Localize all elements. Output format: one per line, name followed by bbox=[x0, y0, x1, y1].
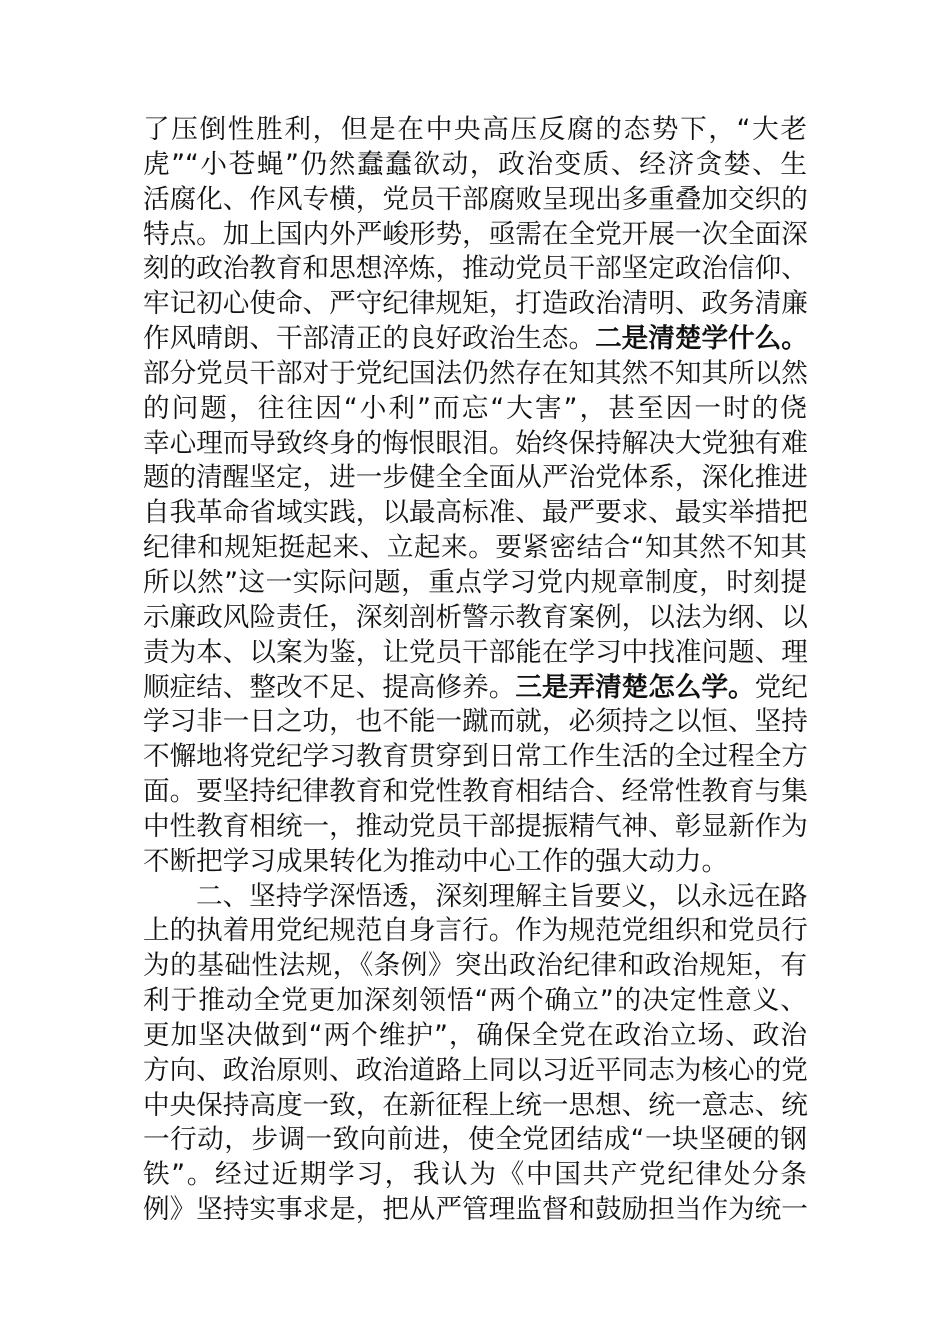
text-segment: 刻的政治教育和思想淬炼，推动党员干部坚定政治信仰、 bbox=[143, 253, 808, 285]
text-line bbox=[143, 252, 807, 287]
text-line bbox=[143, 845, 807, 880]
text-segment: 更加坚决做到“两个维护”，确保全党在政治立场、政治 bbox=[143, 1019, 807, 1051]
text-segment: 二、坚持学深悟透，深刻理解主旨要义，以永远在路 bbox=[196, 880, 808, 912]
bold-heading-phrase: 三是弄清楚怎么学。 bbox=[515, 671, 755, 703]
text-segment: 顺症结、整改不足、提高修养。 bbox=[143, 671, 516, 703]
text-line bbox=[143, 183, 807, 218]
document-body-text bbox=[143, 113, 807, 1228]
text-segment: 中性教育相统一，推动党员干部提振精气神、彰显新作为 bbox=[143, 810, 808, 842]
text-line bbox=[143, 705, 807, 740]
text-line bbox=[143, 949, 807, 984]
text-segment: 中央保持高度一致，在新征程上统一思想、统一意志、统 bbox=[143, 1089, 808, 1121]
text-line bbox=[143, 636, 807, 671]
text-segment: 题的清醒坚定，进一步健全全面从严治党体系，深化推进 bbox=[143, 462, 808, 494]
text-segment: 学习非一日之功，也不能一蹴而就，必须持之以恒、坚持 bbox=[143, 706, 808, 738]
text-segment: 自我革命省域实践，以最高标准、最严要求、最实举措把 bbox=[143, 497, 808, 529]
text-segment: 所以然”这一实际问题，重点学习党内规章制度，时刻提 bbox=[143, 566, 807, 598]
text-line bbox=[143, 1158, 807, 1193]
text-line bbox=[143, 1019, 807, 1054]
text-line bbox=[143, 914, 807, 949]
text-line bbox=[143, 531, 807, 566]
text-line bbox=[143, 1054, 807, 1089]
text-line bbox=[143, 287, 807, 322]
bold-heading-phrase: 二是清楚学什么。 bbox=[595, 323, 808, 355]
text-segment: 铁”。经过近期学习，我认为《中国共产党纪律处分条 bbox=[143, 1159, 807, 1191]
text-segment: 的问题，往往因“小利”而忘“大害”，甚至因一时的侥 bbox=[143, 392, 807, 424]
text-line bbox=[143, 357, 807, 392]
text-line bbox=[143, 810, 807, 845]
text-line bbox=[143, 218, 807, 253]
text-segment: 不懈地将党纪学习教育贯穿到日常工作生活的全过程全方 bbox=[143, 741, 808, 773]
text-segment: 一行动，步调一致向前进，使全党团结成“一块坚硬的钢 bbox=[143, 1124, 807, 1156]
text-line bbox=[143, 880, 807, 915]
text-line bbox=[143, 461, 807, 496]
text-segment: 特点。加上国内外严峻形势，亟需在全党开展一次全面深 bbox=[143, 218, 808, 250]
text-segment: 了压倒性胜利，但是在中央高压反腐的态势下，“大老 bbox=[143, 114, 807, 145]
text-segment: 幸心理而导致终身的悔恨眼泪。始终保持解决大党独有难 bbox=[143, 427, 808, 459]
text-segment: 活腐化、作风专横，党员干部腐败呈现出多重叠加交织的 bbox=[143, 183, 808, 215]
text-line bbox=[143, 601, 807, 636]
text-segment: 纪律和规矩挺起来、立起来。要紧密结合“知其然不知其 bbox=[143, 532, 807, 564]
text-line bbox=[143, 984, 807, 1019]
text-segment: 不断把学习成果转化为推动中心工作的强大动力。 bbox=[143, 845, 729, 877]
text-segment: 示廉政风险责任，深刻剖析警示教育案例，以法为纲、以 bbox=[143, 601, 808, 633]
text-line bbox=[143, 427, 807, 462]
text-segment: 部分党员干部对于党纪国法仍然存在知其然不知其所以然 bbox=[143, 357, 808, 389]
text-line bbox=[143, 322, 807, 357]
text-line bbox=[143, 740, 807, 775]
text-segment: 面。要坚持纪律教育和党性教育相结合、经常性教育与集 bbox=[143, 776, 808, 808]
text-line bbox=[143, 1089, 807, 1124]
text-segment: 虎”“小苍蝇”仍然蠢蠢欲动，政治变质、经济贪婪、生 bbox=[143, 148, 807, 180]
text-segment: 牢记初心使命、严守纪律规矩，打造政治清明、政务清廉 bbox=[143, 288, 808, 320]
text-line bbox=[143, 566, 807, 601]
text-segment: 责为本、以案为鉴，让党员干部能在学习中找准问题、理 bbox=[143, 636, 808, 668]
text-segment: 利于推动全党更加深刻领悟“两个确立”的决定性意义、 bbox=[143, 985, 807, 1017]
text-line bbox=[143, 1123, 807, 1158]
text-segment: 为的基础性法规，《条例》突出政治纪律和政治规矩，有 bbox=[143, 950, 807, 982]
text-line bbox=[143, 392, 807, 427]
text-segment: 例》坚持实事求是，把从严管理监督和鼓励担当作为统一 bbox=[143, 1194, 808, 1226]
text-line bbox=[143, 1193, 807, 1228]
text-line bbox=[143, 775, 807, 810]
text-line bbox=[143, 148, 807, 183]
text-segment: 上的执着用党纪规范自身言行。作为规范党组织和党员行 bbox=[143, 915, 808, 947]
text-line bbox=[143, 496, 807, 531]
text-line bbox=[143, 671, 807, 706]
text-segment: 作风晴朗、干部清正的良好政治生态。 bbox=[143, 323, 596, 355]
text-line bbox=[143, 113, 807, 148]
text-segment: 党纪 bbox=[754, 671, 808, 703]
text-segment: 方向、政治原则、政治道路上同以习近平同志为核心的党 bbox=[143, 1054, 808, 1086]
